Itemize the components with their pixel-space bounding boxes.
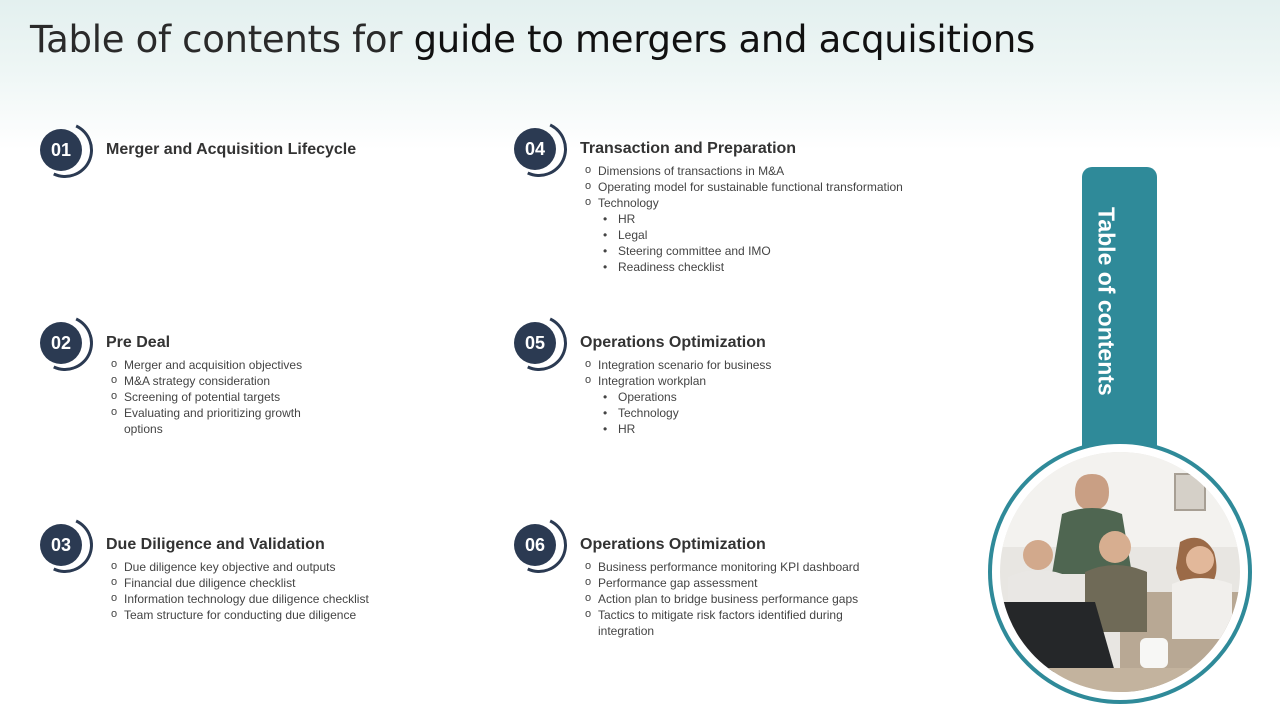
list-item: o Technology	[580, 195, 980, 211]
list-item: o M&A strategy consideration	[106, 373, 306, 389]
sub-list-item: • Operations	[580, 389, 940, 405]
list-item: o Action plan to bridge business performance gaps	[580, 591, 900, 607]
section-title: Pre Deal	[106, 334, 171, 351]
list-item: o Merger and acquisition objectives	[106, 357, 306, 373]
page-title	[30, 18, 1035, 61]
section-item-list	[580, 163, 980, 275]
sub-list-item: • Technology	[580, 405, 940, 421]
section-number-badge	[37, 517, 93, 573]
list-item: o Dimensions of transactions in M&A	[580, 163, 980, 179]
side-label-tab: Table of contents	[1082, 167, 1157, 457]
section-number-badge	[511, 315, 567, 371]
list-item: o Team structure for conducting due diligence	[106, 607, 396, 623]
team-photo-illustration	[1000, 452, 1240, 692]
section-title: Merger and Acquisition Lifecycle	[106, 141, 357, 158]
title-part-1: Table of contents for	[30, 18, 414, 61]
list-item: o Due diligence key objective and outputs	[106, 559, 396, 575]
section-number-badge	[37, 122, 93, 178]
team-photo-frame	[988, 440, 1252, 704]
title-part-2: guide to mergers and acquisitions	[413, 18, 1036, 61]
sub-list-item: • Readiness checklist	[580, 259, 980, 275]
sub-list-item: • HR	[580, 211, 980, 227]
list-item: o Screening of potential targets	[106, 389, 306, 405]
section-number: 03	[40, 524, 82, 566]
section-item-list	[580, 559, 900, 639]
team-photo	[1000, 452, 1240, 692]
list-item: o Tactics to mitigate risk factors identified during integration	[580, 607, 900, 639]
list-item: o Operating model for sustainable functional transformation	[580, 179, 980, 195]
list-item: o Integration workplan	[580, 373, 940, 389]
section-number: 05	[514, 322, 556, 364]
section-item-list	[580, 357, 940, 437]
section-number: 06	[514, 524, 556, 566]
list-item: o Performance gap assessment	[580, 575, 900, 591]
section-title: Operations Optimization	[580, 536, 766, 553]
section-number: 02	[40, 322, 82, 364]
section-item-list	[106, 559, 396, 623]
section-number-badge	[511, 121, 567, 177]
section-item-list	[106, 357, 306, 437]
section-title: Due Diligence and Validation	[106, 536, 325, 553]
list-item: o Evaluating and prioritizing growth options	[106, 405, 306, 437]
list-item: o Business performance monitoring KPI dashboard	[580, 559, 900, 575]
sub-list-item: • HR	[580, 421, 940, 437]
list-item: o Information technology due diligence checklist	[106, 591, 396, 607]
section-number-badge	[511, 517, 567, 573]
sub-list-item: • Legal	[580, 227, 980, 243]
sub-list-item: • Steering committee and IMO	[580, 243, 980, 259]
section-title: Transaction and Preparation	[580, 140, 797, 157]
list-item: o Integration scenario for business	[580, 357, 940, 373]
section-number-badge	[37, 315, 93, 371]
list-item: o Financial due diligence checklist	[106, 575, 396, 591]
section-title: Operations Optimization	[580, 334, 766, 351]
section-number: 04	[514, 128, 556, 170]
section-number: 01	[40, 129, 82, 171]
